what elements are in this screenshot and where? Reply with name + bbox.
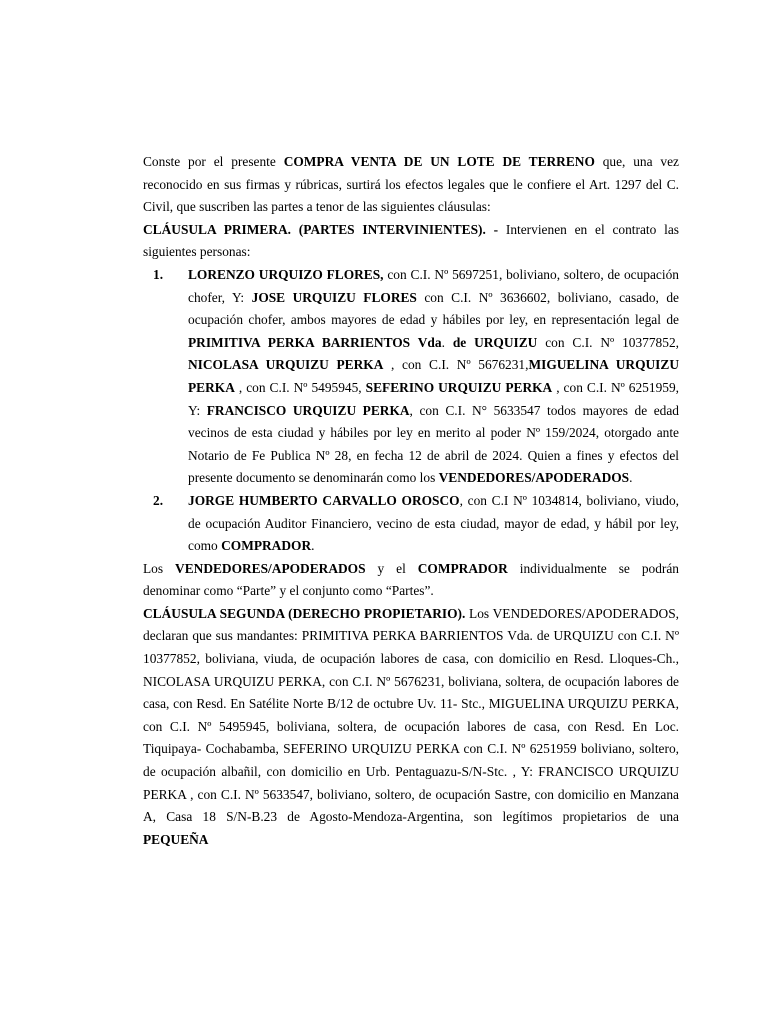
list-item — [143, 264, 679, 490]
party-name: SEFERINO URQUIZU PERKA — [365, 379, 553, 395]
party-name: de URQUIZU — [452, 334, 538, 350]
intro-paragraph — [143, 151, 679, 219]
party-text: , con C.I. N° 5633547 todos mayores de edad vecinos de esta ciudad y hábiles por ley en merito al poder Nº 159/2024, otorgado ante Notario de Fe Publica Nº 28, en fecha 12 de abril de 2024. Quien a fines y efectos del presente documento se denominarán como los — [188, 402, 679, 486]
party-text: , con C.I Nº 1034814, boliviano, viudo, de ocupación Auditor Financiero, vecino de esta ciudad, mayor de edad, y hábil por ley, como — [188, 492, 679, 554]
clause-segunda-end: PEQUEÑA — [143, 831, 209, 847]
party-text: . — [311, 538, 315, 554]
party-name: PRIMITIVA PERKA BARRIENTOS Vda — [188, 334, 442, 350]
party-name: NICOLASA URQUIZU PERKA — [188, 357, 384, 373]
clause-segunda-heading: CLÁUSULA SEGUNDA (DERECHO PROPIETARIO). — [143, 605, 466, 621]
party-text: con C.I. Nº 5697251, boliviano, soltero, de ocupación chofer, Y: — [188, 266, 679, 305]
parties-definition — [143, 558, 679, 603]
party-role: VENDEDORES/APODERADOS — [438, 470, 630, 486]
party-name: JOSE URQUIZU FLORES — [251, 289, 417, 305]
party-text: , con C.I. Nº 5676231, — [383, 357, 529, 373]
party-text: . — [441, 334, 453, 350]
parties-role: VENDEDORES/APODERADOS — [175, 560, 366, 576]
party-text: con C.I. Nº 3636602, boliviano, casado, de ocupación chofer, ambos mayores de edad y hábiles por ley, en representación legal de — [188, 289, 679, 328]
parties-text: y el — [365, 560, 418, 576]
party-name: LORENZO URQUIZO FLORES, — [188, 266, 384, 282]
party-role: COMPRADOR — [221, 538, 312, 554]
parties-list — [143, 264, 679, 558]
clause-segunda — [143, 603, 679, 852]
clause-segunda-text: Los VENDEDORES/APODERADOS, declaran que sus mandantes: PRIMITIVA PERKA BARRIENTOS Vda. de URQUIZU con C.I. Nº 10377852, boliviana, viuda, de ocupación labores de casa, con domicilio en Resd. Lloques-Ch., NICOLASA URQUIZU PERKA, con C.I. Nº 5676231, boliviana, soltera, de ocupación labores de casa, con Resd. En Satélite Norte B/12 de octubre Uv. 11- Stc., MIGUELINA URQUIZU PERKA, con C.I. Nº 5495945, boliviana, soltera, de ocupación labores de casa, con Resd. En Loc. Tiquipaya- Cochabamba, SEFERINO URQUIZU PERKA con C.I. Nº 6251959 boliviano, soltero, de ocupación albañil, con domicilio en Urb. Pentaguazu-S/N-Stc. , Y: FRANCISCO URQUIZU PERKA , con C.I. Nº 5633547, boliviano, soltero, de ocupación Sastre, con domicilio en Manzana A, Casa 18 S/N-B.23 de Agosto-Mendoza-Argentina, son legítimos propietarios de una — [143, 605, 679, 825]
party-name: JORGE HUMBERTO CARVALLO OROSCO — [188, 492, 460, 508]
contract-title: COMPRA VENTA DE UN LOTE DE TERRENO — [283, 154, 595, 169]
parties-text: individualmente se podrán denominar como “Parte” y el conjunto como “Partes”. — [143, 560, 680, 599]
parties-text: Los — [143, 560, 176, 576]
list-item-number: 2. — [153, 492, 164, 508]
list-item-number: 1. — [153, 266, 164, 282]
clause-primera-heading: CLÁUSULA PRIMERA. (PARTES INTERVINIENTES). - — [143, 221, 499, 237]
clause-primera — [143, 219, 679, 264]
intro-text-rest: que, una vez reconocido en sus firmas y rúbricas, surtirá los efectos legales que le confiere el Art. 1297 del C. Civil, que suscriben las partes a tenor de las siguientes cláusulas: — [143, 154, 679, 215]
clause-primera-text: Intervienen en el contrato las siguientes personas: — [143, 221, 679, 260]
party-text: , con C.I. Nº 6251959, Y: — [188, 379, 680, 418]
intro-text: Conste por el presente — [143, 154, 284, 169]
party-text: , con C.I. Nº 5495945, — [234, 379, 366, 395]
parties-role: COMPRADOR — [417, 560, 508, 576]
party-name: MIGUELINA URQUIZU PERKA — [188, 357, 679, 395]
list-item — [143, 490, 679, 558]
party-text: con C.I. Nº 10377852, — [537, 334, 679, 350]
party-text: . — [629, 470, 633, 486]
contract-body — [143, 151, 679, 851]
party-name: FRANCISCO URQUIZU PERKA — [206, 402, 410, 418]
